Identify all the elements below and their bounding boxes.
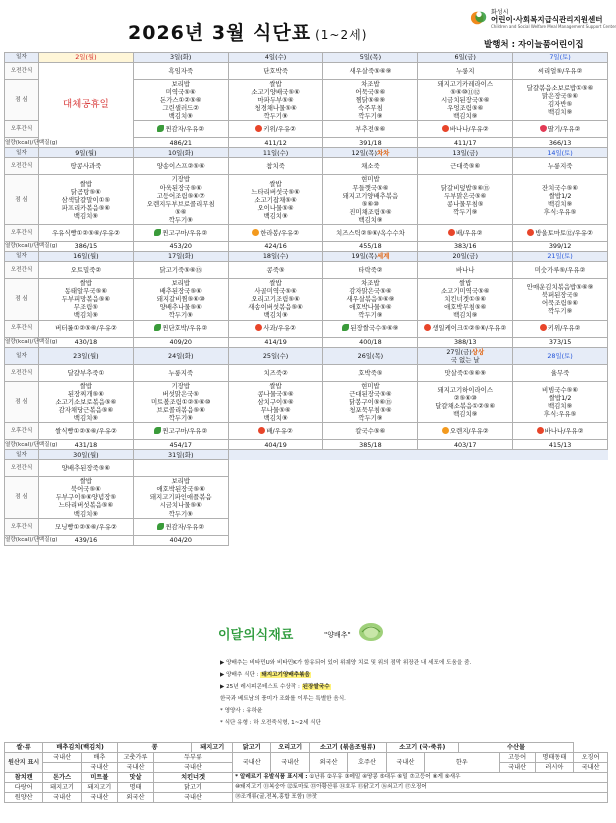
- am-snack: 누룽지죽: [133, 364, 228, 381]
- day-date: 27일(금)상상 국 없는 날: [418, 347, 513, 364]
- pm-snack: 찐고구마/우유②: [133, 225, 228, 242]
- menu-table: [4, 52, 608, 546]
- center-logo: [470, 6, 616, 36]
- dietitian: * 영양사 : 유하윤: [220, 708, 263, 714]
- page-header: [0, 0, 616, 52]
- am-snack: 흑임자죽: [133, 63, 228, 80]
- lunch-menu: 보리밥 배추된장국⑤⑥ 돼지갈비찜⑤⑥⑩ 양배추나물⑤⑥ 깍두기⑨: [133, 279, 228, 320]
- lunch-menu: 돼지고기카레라이스 ⑤⑥⑩⑪⑫ 시금치된장국⑤⑥ 우엉조림⑤⑥ 백김치⑨: [418, 80, 513, 121]
- am-snack: 누룽지죽: [513, 158, 608, 175]
- day-date: 18일(수): [228, 252, 323, 262]
- am-snack: [133, 460, 228, 477]
- am-snack: 채소죽: [323, 158, 418, 175]
- label-nutrition: 열량(kcal)/단백질(g): [5, 535, 39, 545]
- am-snack: 치즈죽②: [228, 364, 323, 381]
- lunch-menu: 잔치국수⑤⑥ 쌀밥1/2 백김치⑨ 후식:우유⑤: [513, 175, 608, 225]
- am-snack: 닭고기죽⑤⑥⑮: [133, 262, 228, 279]
- nutrition-value: 414/19: [228, 337, 323, 347]
- am-snack: 단호박죽: [228, 63, 323, 80]
- lunch-menu: 쌀밥 북어국⑤⑥ 두부구이⑤⑥양념장⑤ 느타리버섯볶음⑤⑥ 백김치⑨: [39, 477, 134, 518]
- pm-snack: 딸기/우유②: [513, 121, 608, 138]
- pm-snack: 배/우유②: [418, 225, 513, 242]
- label-pm-snack: 오후간식: [5, 320, 39, 337]
- label-lunch: 점 심: [5, 477, 39, 518]
- nutrition-value: 454/17: [133, 440, 228, 450]
- day-date: 20일(금): [418, 252, 513, 262]
- am-snack: 새우살죽⑤⑥⑨: [323, 63, 418, 80]
- logo-name: 어린이·사회복지급식관리지원센터: [491, 15, 603, 24]
- apple-icon: [442, 125, 449, 132]
- pm-snack: 된장쌀국수⑤⑥⑨: [323, 320, 418, 337]
- am-snack: 바나나: [418, 262, 513, 279]
- award-highlight: 된장쌀국수: [302, 684, 330, 690]
- pm-snack: 배/우유②: [228, 423, 323, 440]
- label-date: 일자: [5, 450, 39, 460]
- day-date: 3일(화): [133, 53, 228, 63]
- nutrition-value: 430/18: [39, 337, 134, 347]
- day-date: 30일(월): [39, 450, 134, 460]
- apple-icon: [527, 229, 534, 236]
- nutrition-value: 404/19: [228, 440, 323, 450]
- lunch-menu: 현미밥 무들깻국⑤⑥ 돼지고기양배추볶음 ⑤⑥⑩ 진미채조림⑤⑥ 백김치⑨: [323, 175, 418, 225]
- apple-icon: [537, 427, 544, 434]
- am-snack: 누룽지: [418, 63, 513, 80]
- pm-snack: 버터롤①②⑤⑥/우유②: [39, 320, 134, 337]
- label-nutrition: 열량(kcal)/단백질(g): [5, 242, 39, 252]
- diet-type: * 식단 유형 : 하 오전죽식형, 1~2세 식단: [220, 720, 321, 726]
- logo-english: Children and Social Welfare Meal Management Support Center: [491, 24, 616, 29]
- am-snack: 땅콩사과죽: [39, 158, 134, 175]
- orange-icon: [252, 229, 259, 236]
- nutrition-value: 399/12: [513, 242, 608, 252]
- label-lunch: 점 심: [5, 381, 39, 422]
- am-snack: 호박죽⑤: [323, 364, 418, 381]
- ingredient-title: 이달의식재료: [218, 628, 294, 643]
- cabbage-icon: [356, 620, 386, 642]
- am-snack: 씨리얼⑤/우유②: [513, 63, 608, 80]
- nutrition-value: 409/20: [133, 337, 228, 347]
- nutrition-value: 383/16: [418, 242, 513, 252]
- am-snack: 달걀부추죽①: [39, 364, 134, 381]
- lunch-menu: 달걀볶음소보로밥①⑤⑥ 맑은장국⑤⑥ 김자반⑤ 백김치⑨: [513, 80, 608, 121]
- day-date: 13일(금): [418, 148, 513, 158]
- am-snack: 미숫가루⑤/우유②: [513, 262, 608, 279]
- allergy-line-2: ⑩돼지고기 ⑪복숭아 ⑫토마토 ⑬아황산류 ⑭호두 ⑮닭고기 ⑯쇠고기 ⑰오징어: [233, 783, 608, 793]
- nutrition-value: 403/17: [418, 440, 513, 450]
- pm-snack: 오렌지/우유②: [418, 423, 513, 440]
- label-date: 일자: [5, 252, 39, 262]
- nutrition-value: 385/18: [323, 440, 418, 450]
- label-pm-snack: 오후간식: [5, 225, 39, 242]
- lunch-menu: 비빔국수⑤⑥ 쌀밥1/2 백김치⑨ 후식:우유⑤: [513, 381, 608, 422]
- pm-snack: 키위/우유②: [228, 121, 323, 138]
- nutrition-value: 391/18: [323, 138, 418, 148]
- nutrition-value: 386/15: [39, 242, 134, 252]
- label-pm-snack: 오후간식: [5, 121, 39, 138]
- lunch-menu: 돼지고기하이라이스 ②⑤⑥⑩ 달걀채소볶음①②⑤⑥ 백김치⑨: [418, 381, 513, 422]
- day-date: 31일(화): [133, 450, 228, 460]
- label-lunch: 점 심: [5, 279, 39, 320]
- page-title: 2026년 3월 식단표 (1~2세): [128, 22, 368, 44]
- veg-icon: [342, 324, 349, 331]
- day-date: 17일(화): [133, 252, 228, 262]
- day-date: 26일(목): [323, 347, 418, 364]
- nutrition-value: 415/13: [513, 440, 608, 450]
- am-snack: 근대죽⑤⑥: [418, 158, 513, 175]
- apple-icon: [258, 427, 265, 434]
- orange-icon: [442, 427, 449, 434]
- lunch-menu: 안매운김치볶음밥⑤⑥⑨ 북퍼된장국⑤ 어묵조림⑤⑥ 깍두기⑨: [513, 279, 608, 320]
- veg-icon: [157, 125, 164, 132]
- pm-snack: 우유식빵①②⑤⑥/우유②: [39, 225, 134, 242]
- pm-snack: 치즈스틱②⑤⑥/옥수수차: [323, 225, 418, 242]
- nutrition-value: 366/13: [513, 138, 608, 148]
- label-am-snack: 오전간식: [5, 158, 39, 175]
- lunch-menu: 쌀밥 된장찌개⑤⑥ 소고기소보로볶음⑤⑥ 감자채당근볶음⑤⑥ 백김치⑨: [39, 381, 134, 422]
- pm-snack: 사과/우유②: [228, 320, 323, 337]
- label-am-snack: 오전간식: [5, 460, 39, 477]
- lunch-menu: 쌀밥 콩나물국⑤⑥ 삼치구이⑤⑥ 무나물⑤⑥ 백김치⑨: [228, 381, 323, 422]
- lunch-menu: 보리밥 미역국⑤⑥ 돈가스①②⑤⑥ 그린샐러드② 백김치⑨: [133, 80, 228, 121]
- label-pm-snack: 오후간식: [5, 423, 39, 440]
- origin-table: 쌀·류 배추김치(백김치) 콩 돼지고기 닭고기 오리고기 소고기 (볶음조림류) 소고기 (국·죽류) 수산물 원산지 표시 국내산 배추 고춧가루 두부류 국내산 국내산 외국산 호주산 국내산 한우 고등어 명태동태 오징어 국내산 국내산 국내산 국내산 러시아 국내산 참치캔 돈가스 미트볼 맛살 치킨너겟 * 알레르기 유발식품 표시제 : ①난류 ②우유 ③메밀 ④땅콩 ⑤대두 ⑥밀 ⑦고등어 ⑧게 ⑨새우 다랑어 돼지고기 돼지고기 명태 닭고기 ⑩돼지고기 ⑪복숭아 ⑫토마토 ⑬아황산류 ⑭호두 ⑮닭고기 ⑯쇠고기 ⑰오징어 원양산 국내산 국내산 외국산 국내산 ⑱조개류(굴,전복,홍합 포함) ⑲잣: [4, 742, 608, 803]
- pm-snack: 바나나/우유②: [418, 121, 513, 138]
- logo-city: 화성시: [491, 9, 509, 16]
- day-date: 24일(화): [133, 347, 228, 364]
- veg-icon: [154, 324, 161, 331]
- nutrition-value: 424/16: [228, 242, 323, 252]
- nutrition-value: 411/17: [418, 138, 513, 148]
- day-date: 16일(월): [39, 252, 134, 262]
- day-date: 21일(토): [513, 252, 608, 262]
- lunch-menu: 쌀밥 소고기양배국⑤⑥ 마파두부⑤⑥ 청경채나물⑤⑥ 깍두기⑨: [228, 80, 323, 121]
- pm-snack: 방울토마토⑫/우유②: [513, 225, 608, 242]
- label-nutrition: 열량(kcal)/단백질(g): [5, 138, 39, 148]
- apple-icon: [540, 324, 547, 331]
- nutrition-value: 486/21: [133, 138, 228, 148]
- nutrition-value: 453/20: [133, 242, 228, 252]
- veg-icon: [154, 229, 161, 236]
- lunch-menu: 쌀밥 소고기미역국⑤⑥ 치킨너겟①⑤⑥ 애호박무침⑤⑥ 백김치⑨: [418, 279, 513, 320]
- veg-icon: [154, 427, 161, 434]
- label-date: 일자: [5, 347, 39, 364]
- lunch-menu: 현미밥 근대된장국⑤⑥ 닭봉구이⑤⑥⑮ 청포묵무침⑤⑥ 깍두기⑨: [323, 381, 418, 422]
- apple-icon: [448, 229, 455, 236]
- origin-label: 원산지 표시: [5, 753, 43, 773]
- day-date: 2일(월): [39, 53, 134, 63]
- label-date: 일자: [5, 53, 39, 63]
- label-nutrition: 열량(kcal)/단백질(g): [5, 440, 39, 450]
- lunch-menu: 쌀밥 느타리버섯국⑤⑥ 소고기잡채⑤⑥ 오이나물⑤⑥ 백김치⑨: [228, 175, 323, 225]
- lunch-menu: 기장밥 아욱된장국⑤⑥ 고등어조림⑤⑥⑦ 오렌지두부브로콜리무침 ⑤⑥ 깍두기⑨: [133, 175, 228, 225]
- day-date: 25일(수): [228, 347, 323, 364]
- day-date: 6일(금): [418, 53, 513, 63]
- pm-snack: 한라봉/우유②: [228, 225, 323, 242]
- day-date: 19일(목)세계: [323, 252, 418, 262]
- day-date: 10일(화): [133, 148, 228, 158]
- lunch-menu: 차조밥 어묵국⑤⑥ 찜닭⑤⑥⑨ 숙주무침 깍두기⑨: [323, 80, 418, 121]
- label-lunch: 점 심: [5, 175, 39, 225]
- allergy-line-1: * 알레르기 유발식품 표시제 : ①난류 ②우유 ③메밀 ④땅콩 ⑤대두 ⑥밀 ⑦고등어 ⑧게 ⑨새우: [233, 773, 608, 783]
- lunch-menu: 보리밥 애호박된장국⑤⑥ 돼지고기파인애플볶음 시금치나물⑤⑥ 깍두기⑨: [133, 477, 228, 518]
- ingredient-line-2: ▶ 양배추 식단 : 돼지고기양배추볶음: [220, 672, 310, 678]
- pm-snack: 칼국수⑤⑥: [323, 423, 418, 440]
- ingredient-of-month: [206, 618, 608, 742]
- veg-icon: [157, 523, 164, 530]
- am-snack: 타락죽②: [323, 262, 418, 279]
- day-date: 12일(목)차차: [323, 148, 418, 158]
- day-date: 11일(수): [228, 148, 323, 158]
- nutrition-value: 373/15: [513, 337, 608, 347]
- am-snack: 양배추된장죽⑤⑥: [39, 460, 134, 477]
- pm-snack: 키위/우유②: [513, 320, 608, 337]
- label-am-snack: 오전간식: [5, 262, 39, 279]
- ingredient-line-4: 한국과 베트남의 풍미가 조화를 이루는 특별한 음식.: [220, 696, 346, 702]
- page-subtitle: (1~2세): [315, 28, 368, 42]
- day-note: 세계: [376, 252, 390, 261]
- am-snack: 콩죽⑤: [228, 262, 323, 279]
- pm-snack: 바나나/우유②: [513, 423, 608, 440]
- day-note: 차차: [376, 148, 390, 157]
- publisher: 발행처 : 자이늘품어린이집: [484, 40, 584, 50]
- day-date: 14일(토): [513, 148, 608, 158]
- day-date: 7일(토): [513, 53, 608, 63]
- pm-snack: 쌀식빵①②⑤⑥/우유②: [39, 423, 134, 440]
- lunch-menu: 쌀밥 사골미역국⑤⑥ 오리고기조림⑤⑥ 새송이버섯볶음⑤⑥ 백김치⑨: [228, 279, 323, 320]
- apple-icon: [255, 125, 262, 132]
- pm-snack: 부추전⑤⑥: [323, 121, 418, 138]
- ingredient-line-1: ▶ 양배추는 비타민U와 비타민K가 함유되어 있어 위궤양 치료 및 위의 점막 위장관 내 세포에 도움을 줌.: [220, 660, 472, 666]
- am-snack: 오트밀죽②: [39, 262, 134, 279]
- day-subnote: 국 없는 날: [450, 355, 480, 364]
- day-note: 상상: [471, 347, 485, 356]
- am-snack: 참치죽: [228, 158, 323, 175]
- nutrition-value: 400/18: [323, 337, 418, 347]
- day-date: 9일(월): [39, 148, 134, 158]
- day-date: 28일(토): [513, 347, 608, 364]
- pm-snack: 찐고구마/우유②: [133, 423, 228, 440]
- label-date: 일자: [5, 148, 39, 158]
- ingredient-name: "양배추": [324, 631, 351, 639]
- day-date: 23일(월): [39, 347, 134, 364]
- apple-icon: [255, 324, 262, 331]
- lunch-menu: 쌀밥 동태알무국⑤⑥ 두부피망볶음⑤⑥ 무조림⑤ 백김치⑨: [39, 279, 134, 320]
- diet-highlight: 돼지고기양배추볶음: [261, 672, 310, 678]
- nutrition-value: 388/13: [418, 337, 513, 347]
- ingredient-line-3: ▶ 25년 레시피콘테스트 수상작 : 된장쌀국수: [220, 684, 330, 690]
- label-nutrition: 열량(kcal)/단백질(g): [5, 337, 39, 347]
- label-am-snack: 오전간식: [5, 63, 39, 80]
- straw-icon: [540, 125, 547, 132]
- pm-snack: 찐감자/우유②: [133, 518, 228, 535]
- lunch-menu: 쌀밥 닭곰탕⑤⑥ 삼색달걀말이①⑤ 파프리카볶음⑤⑥ 백김치⑨: [39, 175, 134, 225]
- am-snack: 양송이스프②⑤⑥: [133, 158, 228, 175]
- apple-icon: [424, 324, 431, 331]
- nutrition-value: 455/18: [323, 242, 418, 252]
- allergy-line-3: ⑱조개류(굴,전복,홍합 포함) ⑲잣: [233, 793, 608, 803]
- am-snack: 맛살죽①⑤⑥⑨: [418, 364, 513, 381]
- logo-mark-icon: [470, 9, 488, 27]
- lunch-menu: 차조밥 감자맑은국⑤⑥ 새우살볶음⑤⑥⑨ 애호박나물⑤⑥ 깍두기⑨: [323, 279, 418, 320]
- nutrition-value: 439/16: [39, 535, 134, 545]
- am-snack: 율무죽: [513, 364, 608, 381]
- nutrition-value: 411/12: [228, 138, 323, 148]
- pm-snack: 찐단호박/우유②: [133, 320, 228, 337]
- lunch-menu: 닭갈비덮밥⑤⑥⑮ 두부맑은국⑤⑥ 콩나물무침⑤ 깍두기⑨: [418, 175, 513, 225]
- day-date: 5일(목): [323, 53, 418, 63]
- pm-snack: 찐감자/우유②: [133, 121, 228, 138]
- pm-snack: 모닝빵①②⑤⑥/우유②: [39, 518, 134, 535]
- lunch-menu: 기장밥 버섯맑은국⑤ 미트볼조림①②⑤⑥⑩ 브로콜리볶음⑤⑥ 깍두기⑨: [133, 381, 228, 422]
- nutrition-value: 404/20: [133, 535, 228, 545]
- label-lunch: 점 심: [5, 80, 39, 121]
- holiday-cell: 대체공휴일: [39, 63, 134, 148]
- label-am-snack: 오전간식: [5, 364, 39, 381]
- pm-snack: 생일케이크①②⑤⑥/우유②: [418, 320, 513, 337]
- day-date: 4일(수): [228, 53, 323, 63]
- nutrition-value: 431/18: [39, 440, 134, 450]
- label-pm-snack: 오후간식: [5, 518, 39, 535]
